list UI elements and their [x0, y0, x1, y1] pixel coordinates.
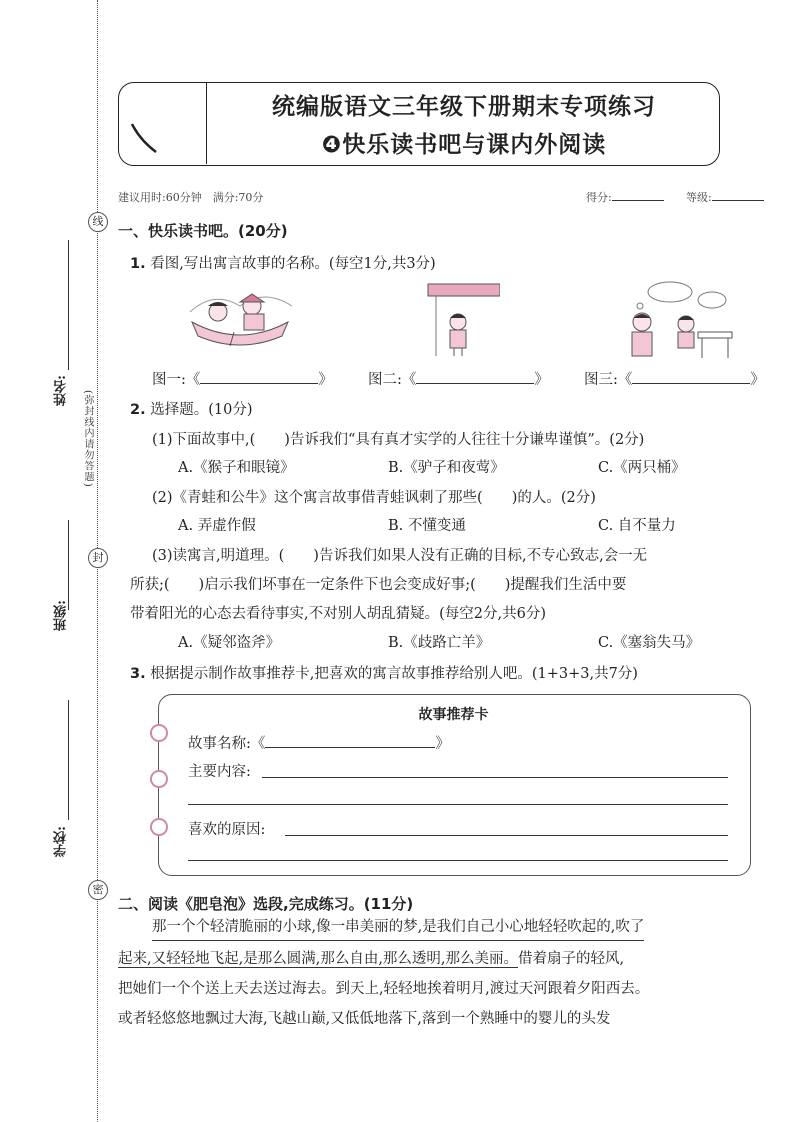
q2-sub3-option-a[interactable]: A.《疑邻盗斧》: [178, 635, 281, 651]
time-score-info: 建议用时:60分钟 满分:70分: [118, 191, 264, 204]
card-ring-icon: [150, 724, 168, 742]
cut-mark-xian: 线: [88, 212, 108, 232]
class-label: 班级:: [54, 600, 69, 631]
section2-title: 二、阅读《肥皂泡》选段,完成练习。(11分): [118, 895, 414, 913]
cut-mark-mi: 密: [88, 880, 108, 900]
q2-sub2-option-a[interactable]: A. 弄虚作假: [178, 518, 256, 534]
cut-mark-feng: 封: [88, 548, 108, 568]
score-field: [586, 189, 664, 205]
illustration-bell: [420, 280, 532, 350]
q2-sub3-line1: (3)读寓言,明道理。( )告诉我们如果人没有正确的目标,不专心致志,会一无: [152, 548, 648, 564]
main-content-line-2[interactable]: [188, 804, 728, 805]
grade-label: 等级:: [686, 191, 712, 204]
illustration-axe: [624, 278, 736, 348]
story-name-field: [188, 732, 450, 753]
q2-sub2-option-b[interactable]: B. 不懂变通: [388, 518, 466, 534]
passage-line-3: 把她们一个个送上天去送过海去。到天上,轻轻地挨着明月,渡过天河跟着夕阳西去。: [118, 981, 650, 997]
title-stroke-icon: [118, 82, 206, 164]
q2-sub1-option-c[interactable]: C.《两只桶》: [598, 460, 686, 476]
q2-sub3-option-c[interactable]: C.《塞翁失马》: [598, 635, 701, 651]
card-ring-icon: [150, 770, 168, 788]
section1-title: 一、快乐读书吧。(20分): [118, 222, 288, 240]
q3: [130, 662, 638, 683]
boat-illustration-icon: [184, 282, 296, 352]
score-blank[interactable]: [612, 200, 664, 201]
page-title: 统编版语文三年级下册期末专项练习: [272, 94, 656, 120]
name-label: 姓名:: [54, 375, 69, 406]
fig1-answer: [152, 368, 333, 389]
main-content-label: 主要内容:: [188, 764, 251, 780]
story-name-label: 故事名称:《: [188, 736, 266, 752]
neighbor-illustration-icon: [624, 278, 736, 362]
passage-underlined-sentence: 起来,又轻轻地飞起,是那么圆满,那么自由,那么透明,那么美丽。: [118, 951, 519, 967]
story-name-blank[interactable]: [265, 747, 435, 748]
fig2-answer: [368, 368, 549, 389]
score-label: 得分:: [586, 191, 612, 204]
fig1-close: 》: [318, 372, 333, 388]
seal-note: (弥封线内请勿答题): [82, 390, 93, 488]
fig1-blank[interactable]: [200, 383, 318, 384]
q2-sub1: (1)下面故事中,( )告诉我们“具有真才实学的人往往十分谦卑谨慎”。(2分): [152, 432, 645, 448]
reason-line-2[interactable]: [188, 860, 728, 861]
name-line[interactable]: [68, 240, 69, 370]
bell-illustration-icon: [420, 280, 500, 360]
q2-sub2: (2)《青蛙和公牛》这个寓言故事借青蛙讽刺了那些( )的人。(2分): [152, 490, 596, 506]
passage-line-1: 那一个个轻清脆丽的小球,像一串美丽的梦,是我们自己小心地轻轻吹起的,吹了: [152, 914, 644, 941]
fig2-close: 》: [534, 372, 549, 388]
story-name-close: 》: [435, 736, 450, 752]
q1-number: 1.: [130, 256, 146, 272]
school-label: 学校:: [54, 826, 69, 857]
fig3-close: 》: [750, 372, 765, 388]
q2-sub1-option-a[interactable]: A.《猴子和眼镜》: [178, 460, 295, 476]
fig1-label: 图一:《: [152, 372, 201, 388]
fig2-label: 图二:《: [368, 372, 417, 388]
q2-sub2-option-c[interactable]: C. 自不量力: [598, 518, 676, 534]
q1-text: 看图,写出寓言故事的名称。(每空1分,共3分): [150, 256, 436, 272]
fig2-blank[interactable]: [416, 383, 534, 384]
q3-text: 根据提示制作故事推荐卡,把喜欢的寓言故事推荐给别人吧。(1+3+3,共7分): [150, 666, 638, 682]
grade-blank[interactable]: [712, 200, 764, 201]
q2-sub1-option-b[interactable]: B.《驴子和夜莺》: [388, 460, 505, 476]
passage-line-2-rest: 借着扇子的轻风,: [518, 951, 625, 967]
q2: [130, 398, 252, 419]
fig3-label: 图三:《: [584, 372, 633, 388]
main-content-line-1[interactable]: [262, 777, 728, 778]
q3-number: 3.: [130, 666, 146, 682]
q2-sub3-option-b[interactable]: B.《歧路亡羊》: [388, 635, 491, 651]
grade-field: [686, 189, 764, 205]
page-subtitle: ❹快乐读书吧与课内外阅读: [321, 132, 607, 158]
q2-text: 选择题。(10分): [150, 402, 253, 418]
fig3-answer: [584, 368, 765, 389]
q2-number: 2.: [130, 402, 146, 418]
q2-sub3-line3: 带着阳光的心态去看待事实,不对别人胡乱猜疑。(每空2分,共6分): [130, 606, 546, 622]
passage-line-4: 或者轻悠悠地飘过大海,飞越山巅,又低低地落下,落到一个熟睡中的婴儿的头发: [118, 1011, 611, 1027]
reason-label: 喜欢的原因:: [188, 822, 266, 838]
card-ring-icon: [150, 818, 168, 836]
card-title: 故事推荐卡: [418, 707, 489, 723]
passage-line-2: [118, 944, 624, 974]
reason-line-1[interactable]: [285, 835, 728, 836]
title-decoration: [118, 82, 207, 164]
q1: [130, 252, 436, 273]
school-line[interactable]: [68, 700, 69, 820]
fig3-blank[interactable]: [632, 383, 750, 384]
class-line[interactable]: [68, 520, 69, 610]
illustration-boat: [184, 282, 296, 352]
q2-sub3-line2: 所获;( )启示我们坏事在一定条件下也会变成好事;( )提醒我们生活中要: [130, 577, 627, 593]
